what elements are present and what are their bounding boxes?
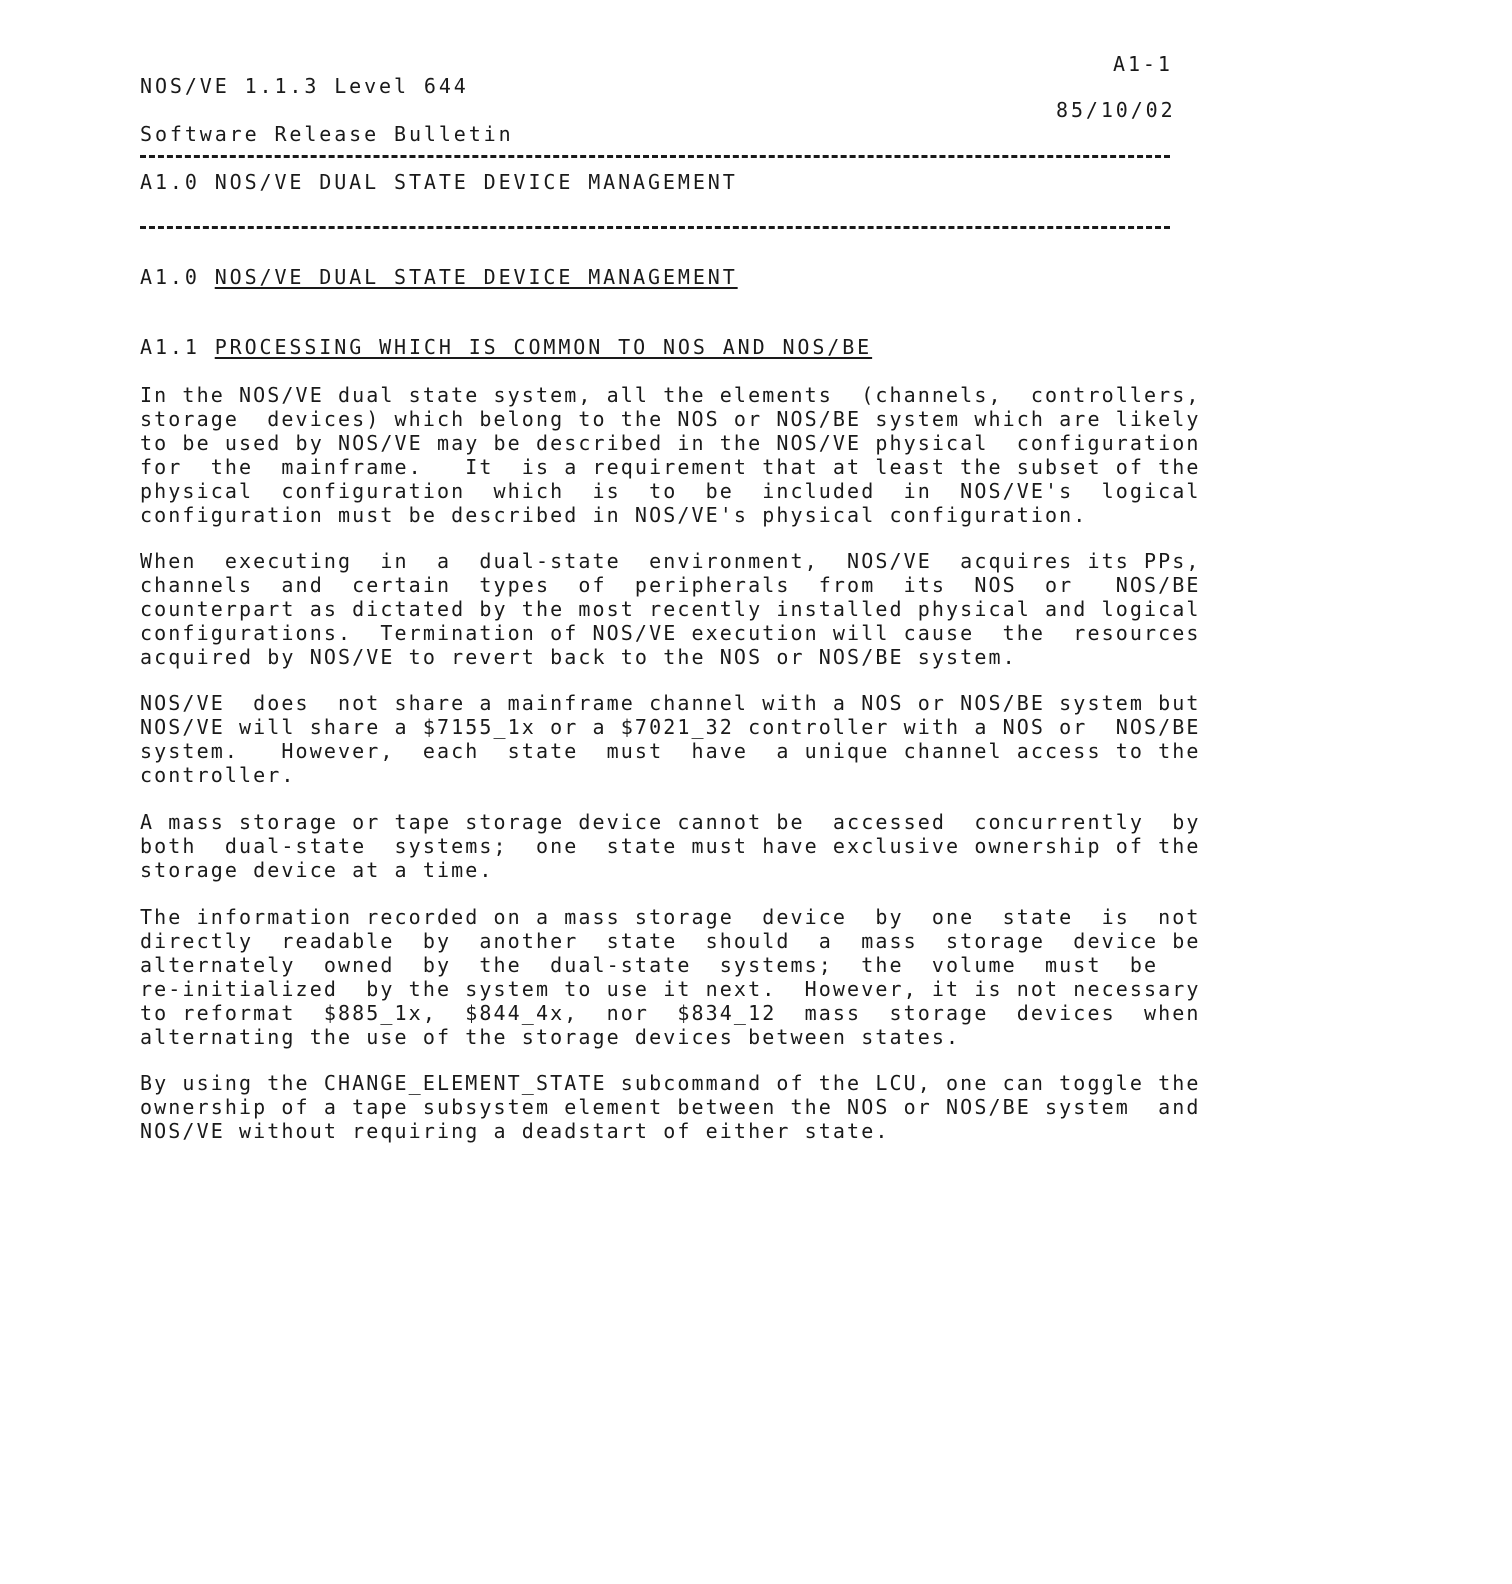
subsection-heading (140, 335, 872, 359)
header-rule-top (140, 155, 1170, 158)
text-line: NOS/VE will share a $7155_1x or a $7021_32 controller with a NOS or NOS/BE (140, 715, 1201, 739)
text-line: configuration must be described in NOS/VE's physical configuration. (140, 503, 1088, 527)
text-line: re-initialized by the system to use it next. However, it is not necessary (140, 977, 1201, 1001)
section-number: A1.0 (140, 265, 200, 289)
text-line: counterpart as dictated by the most recently installed physical and logical (140, 597, 1201, 621)
paragraph-dual-state-environment (140, 549, 1220, 669)
text-line: When executing in a dual-state environment, NOS/VE acquires its PPs, (140, 549, 1201, 573)
text-line: acquired by NOS/VE to revert back to the NOS or NOS/BE system. (140, 645, 1017, 669)
section-heading (140, 265, 738, 289)
text-line: controller. (140, 763, 296, 787)
document-type: Software Release Bulletin (140, 122, 514, 146)
text-line: A mass storage or tape storage device cannot be accessed concurrently by (140, 810, 1201, 834)
document-date: 85/10/02 (1056, 98, 1176, 122)
text-line: configurations. Termination of NOS/VE execution will cause the resources (140, 621, 1201, 645)
text-line: system. However, each state must have a unique channel access to the (140, 739, 1201, 763)
text-line: to be used by NOS/VE may be described in the NOS/VE physical configuration (140, 431, 1201, 455)
text-line: alternating the use of the storage devices between states. (140, 1025, 961, 1049)
text-line: The information recorded on a mass storage device by one state is not (140, 905, 1201, 929)
text-line: ownership of a tape subsystem element between the NOS or NOS/BE system and (140, 1095, 1201, 1119)
paragraph-recorded-information (140, 905, 1220, 1049)
running-title: A1.0 NOS/VE DUAL STATE DEVICE MANAGEMENT (140, 170, 738, 194)
subsection-title: PROCESSING_WHICH_IS_COMMON_TO_NOS_AND_NOS/BE (214, 335, 873, 359)
text-line: to reformat $885_1x, $844_4x, nor $834_12 mass storage devices when (140, 1001, 1201, 1025)
paragraph-change-element-state (140, 1071, 1220, 1143)
text-line: NOS/VE does not share a mainframe channel with a NOS or NOS/BE system but (140, 691, 1201, 715)
paragraph-channel-sharing (140, 691, 1220, 787)
text-line: By using the CHANGE_ELEMENT_STATE subcommand of the LCU, one can toggle the (140, 1071, 1201, 1095)
header-rule-bottom (140, 226, 1170, 229)
text-line: storage devices) which belong to the NOS or NOS/BE system which are likely (140, 407, 1201, 431)
paragraph-physical-configuration (140, 383, 1220, 527)
text-line: physical configuration which is to be included in NOS/VE's logical (140, 479, 1201, 503)
text-line: channels and certain types of peripherals from its NOS or NOS/BE (140, 573, 1201, 597)
section-title: NOS/VE_DUAL_STATE_DEVICE_MANAGEMENT (214, 265, 738, 289)
text-line: alternately owned by the dual-state systems; the volume must be (140, 953, 1159, 977)
text-line: In the NOS/VE dual state system, all the elements (channels, controllers, (140, 383, 1201, 407)
document-version: NOS/VE 1.1.3 Level 644 (140, 74, 469, 98)
text-line: NOS/VE without requiring a deadstart of either state. (140, 1119, 890, 1143)
text-line: both dual-state systems; one state must have exclusive ownership of the (140, 834, 1201, 858)
text-line: for the mainframe. It is a requirement that at least the subset of the (140, 455, 1201, 479)
paragraph-device-ownership (140, 810, 1220, 882)
text-line: directly readable by another state should a mass storage device be (140, 929, 1201, 953)
page-number: A1-1 (1113, 52, 1173, 76)
text-line: storage device at a time. (140, 858, 494, 882)
subsection-number: A1.1 (140, 335, 200, 359)
